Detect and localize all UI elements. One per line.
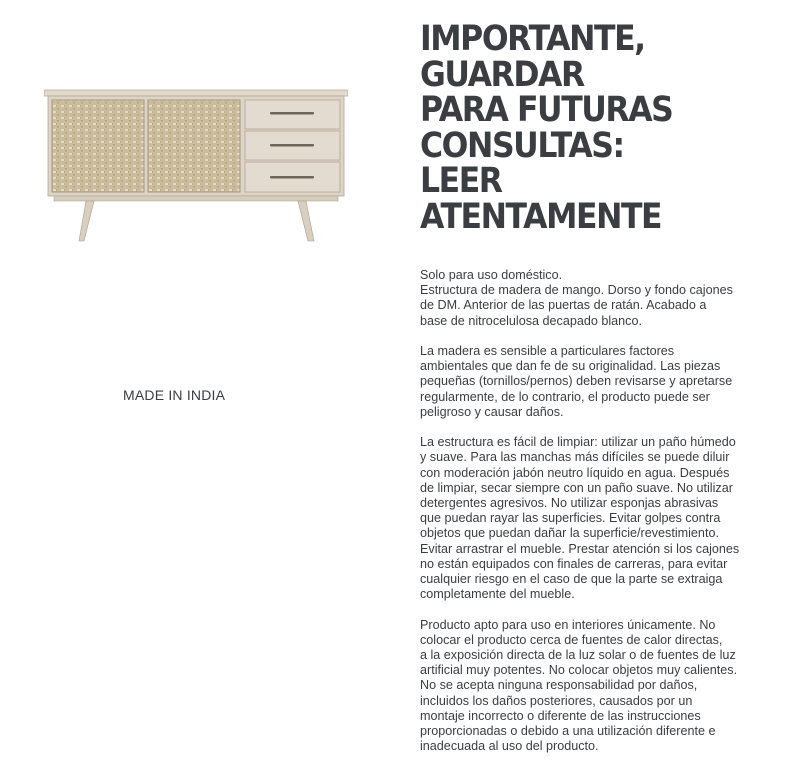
text-line: no están equipados con finales de carreras, para evitar [420, 556, 728, 571]
sideboard-image [44, 86, 348, 244]
text-line: Solo para uso doméstico. [420, 268, 563, 282]
text-line: cualquier riesgo en el caso de que la parte se extraiga [420, 572, 723, 587]
text-line: y suave. Para las manchas más difíciles se puede diluir [420, 450, 730, 465]
text-line: de DM. Anterior de las puertas de ratán. Acabado a [420, 298, 707, 313]
text-line: regularmente, de lo contrario, el producto puede ser [420, 389, 710, 404]
title-line: CONSULTAS: [420, 125, 624, 166]
text-line: Estructura de madera de mango. Dorso y fondo cajones [420, 283, 733, 298]
text-line: La madera es sensible a particulares factores [420, 344, 675, 358]
paragraph-cleaning [420, 435, 780, 602]
text-line: ambientales que dan fe de su originalidad. Las piezas [420, 359, 721, 374]
title-line: IMPORTANTE, [420, 19, 645, 59]
text-line: pequeñas (tornillos/pernos) deben revisarse y apretarse [420, 374, 733, 389]
text-line: No se acepta ninguna responsabilidad por daños, [420, 678, 698, 693]
text-line: Producto apto para uso en interiores únicamente. No [420, 617, 716, 632]
text-line: objetos que puedan dañar la superficie/revestimiento. [420, 526, 719, 541]
text-line: que puedan rayar las superficies. Evitar golpes contra [420, 511, 721, 526]
text-line: detergentes agresivos. No utilizar esponjas abrasivas [420, 496, 719, 511]
text-line: a la exposición directa de la luz solar o de fuentes de luz [420, 648, 736, 663]
origin-label: MADE IN INDIA [123, 387, 226, 403]
text-line: de limpiar, secar siempre con un paño suave. No utilizar [420, 480, 733, 495]
paragraph-usage [420, 268, 780, 329]
text-line: completamente del mueble. [420, 587, 575, 602]
text-line: base de nitrocelulosa decapado blanco. [420, 313, 642, 328]
text-line: montaje incorrecto o diferente de las instrucciones [420, 708, 701, 723]
text-line: Evitar arrastrar el mueble. Prestar atención si los cajones [420, 541, 740, 556]
text-line: artificial muy potentes. No colocar objetos muy calientes. [420, 663, 738, 678]
text-line: proporcionadas o debido a una utilización diferente e [420, 724, 716, 739]
text-line: colocar el producto cerca de fuentes de calor directas, [420, 632, 723, 647]
text-line: peligroso y causar daños. [420, 404, 564, 419]
paragraph-wood [420, 344, 780, 420]
title-line: LEER [420, 161, 502, 201]
instructions-text [420, 268, 780, 770]
text-line: incluidos los daños posteriores, causados por un [420, 693, 693, 708]
title-line: GUARDAR [420, 54, 584, 95]
page-title [420, 19, 753, 237]
text-line: La estructura es fácil de limpiar: utilizar un paño húmedo [420, 435, 736, 450]
text-line: inadecuada al uso del producto. [420, 739, 599, 754]
title-line: PARA FUTURAS [420, 90, 673, 130]
title-line: ATENTAMENTE [420, 196, 662, 237]
paragraph-indoor [420, 618, 780, 755]
text-line: con moderación jabón neutro líquido en agua. Después [420, 465, 730, 480]
